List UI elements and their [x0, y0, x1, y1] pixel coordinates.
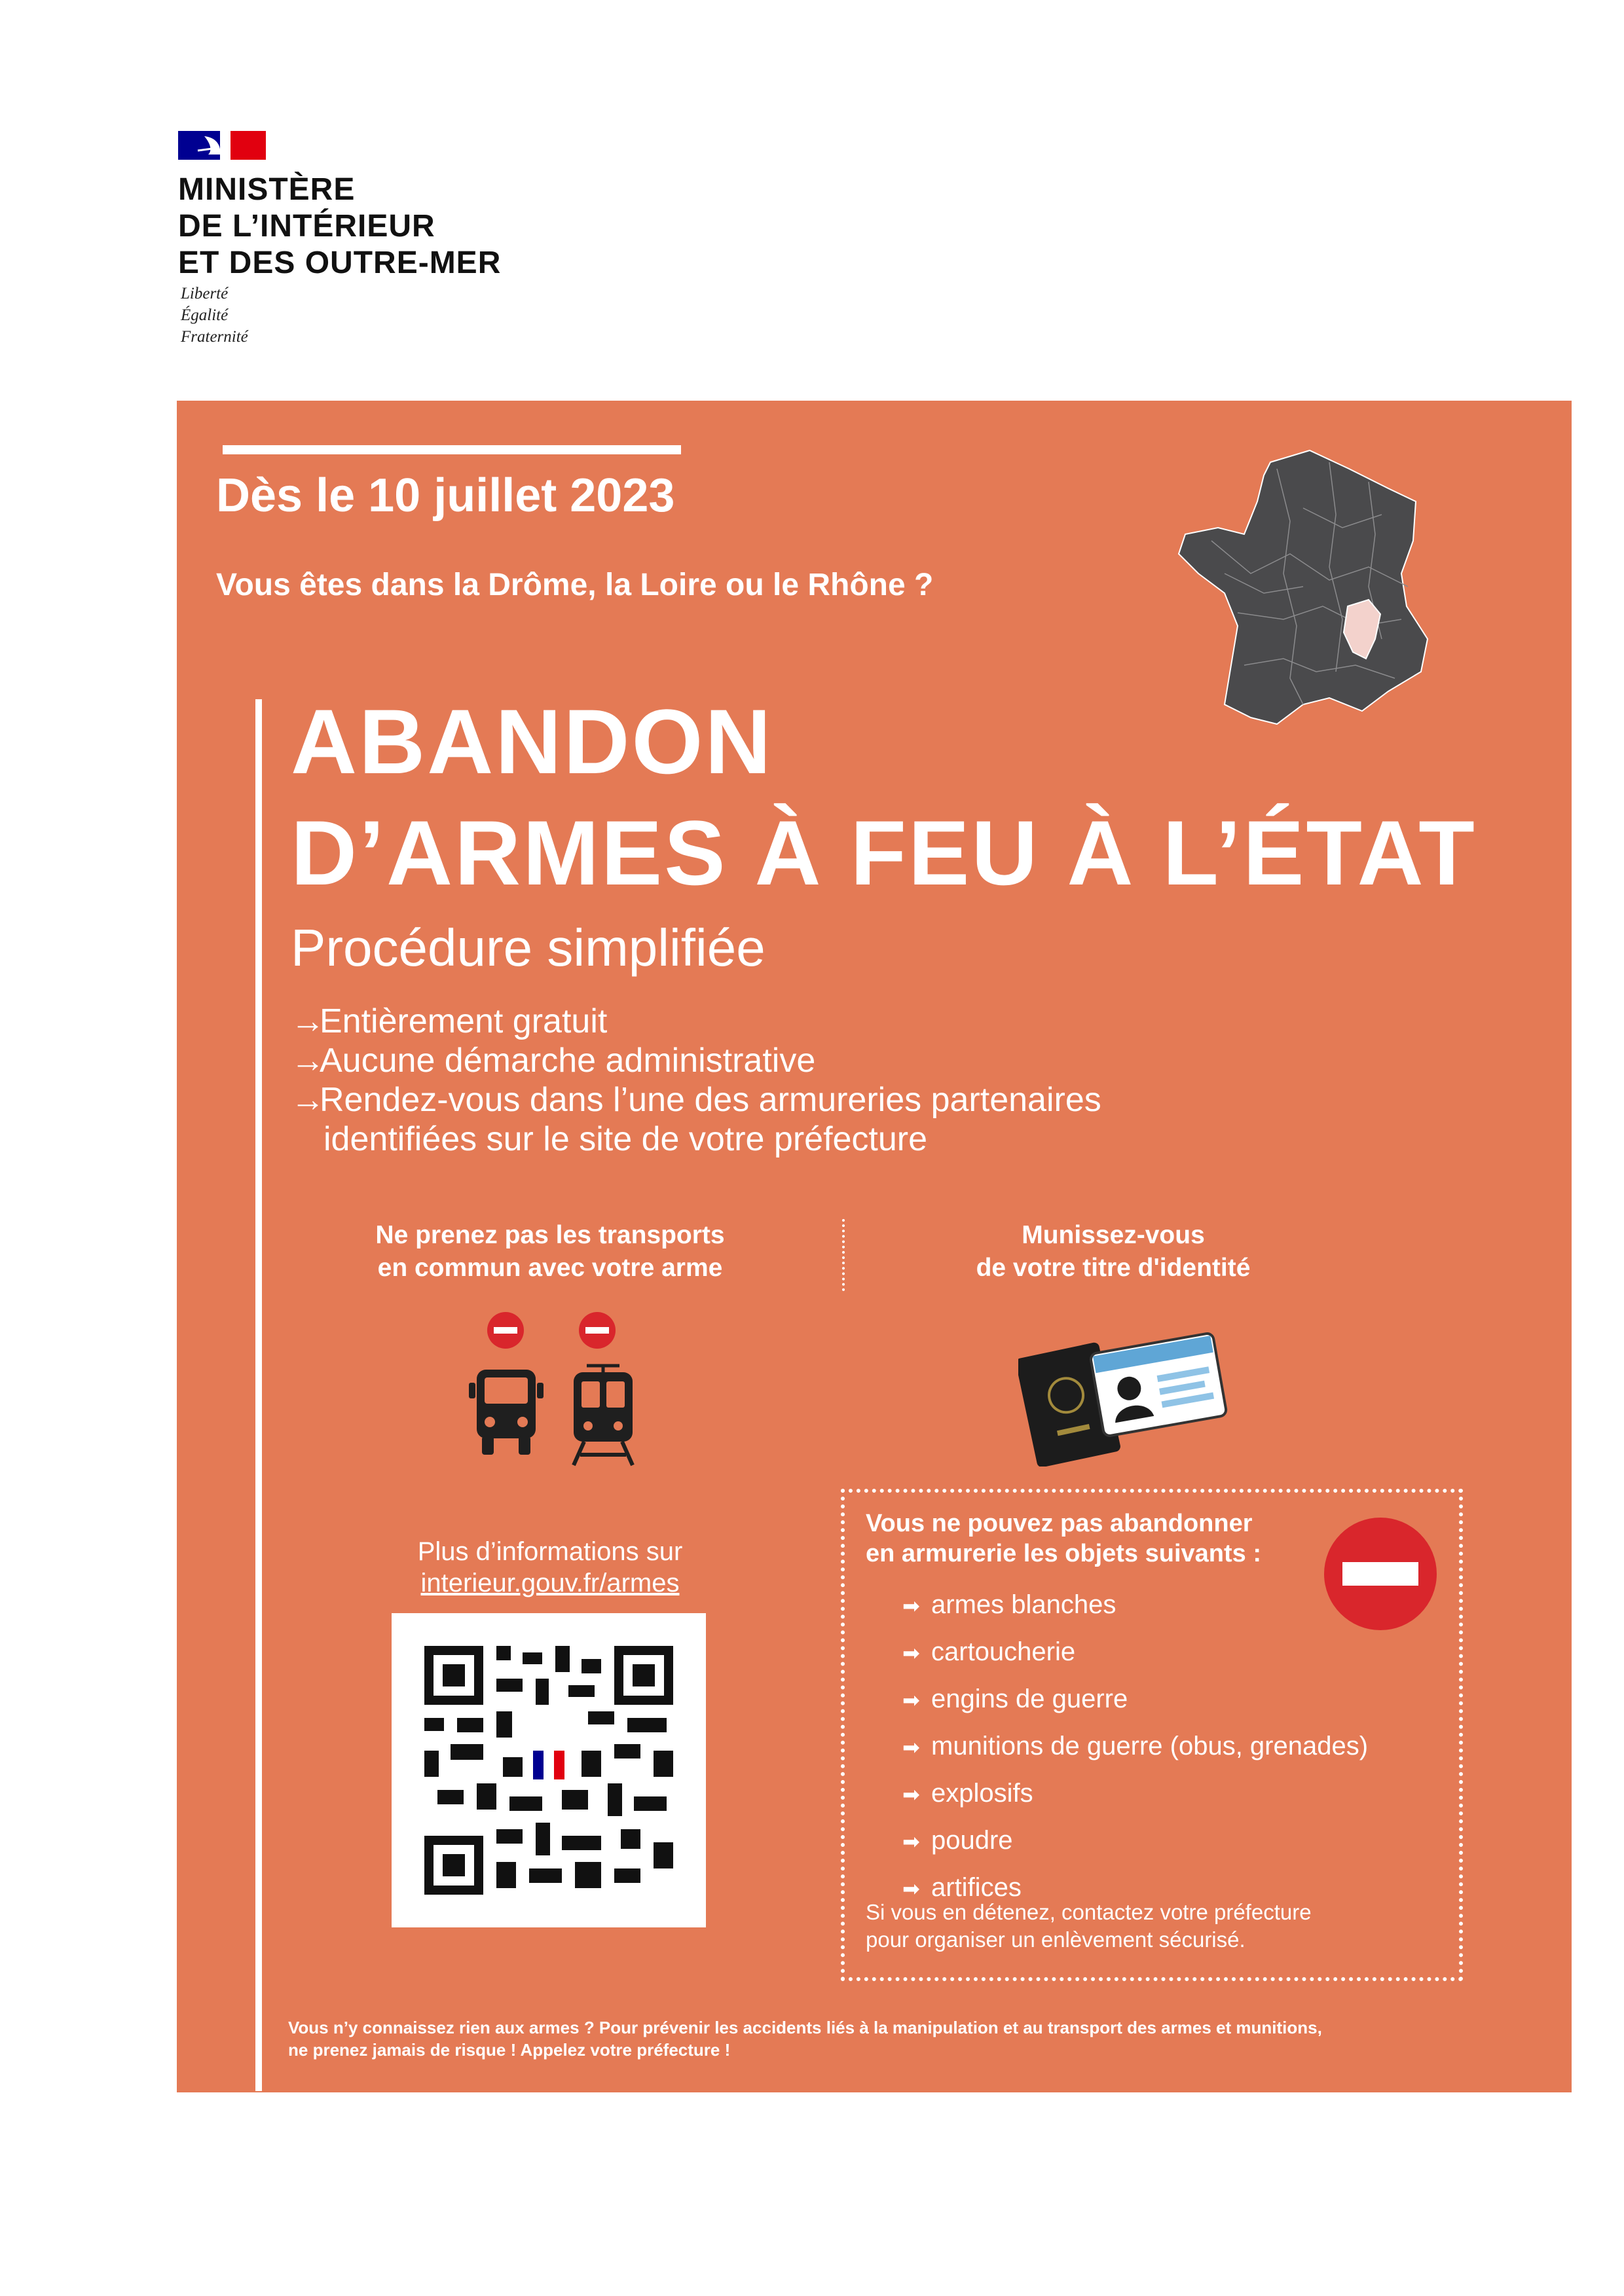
region-question: Vous êtes dans la Drôme, la Loire ou le Rhône ? [216, 568, 934, 602]
no-entry-icon [486, 1311, 525, 1350]
no-entry-icon [578, 1311, 617, 1350]
list-item: ➡ munitions de guerre (obus, grenades) [902, 1723, 1368, 1770]
top-divider [223, 445, 681, 454]
id-required-heading: Munissez-vous de votre titre d'identité [976, 1221, 1251, 1282]
list-item: ➡ poudre [902, 1817, 1368, 1865]
qr-code-icon[interactable] [424, 1646, 673, 1895]
motto-liberte: Liberté [181, 285, 229, 302]
list-item: ➡ cartoucherie [902, 1629, 1368, 1676]
list-item: →Entièrement gratuit [291, 1002, 608, 1040]
benefits-list [291, 1002, 1101, 1159]
arrow-right-icon: → [291, 1002, 325, 1040]
arrow-icon: ➡ [902, 1783, 920, 1806]
safety-footer: Vous n’y connaissez rien aux armes ? Pour prévenir les accidents liés à la manipulation et au transport des armes et munitions, ne prenez jamais de risque ! Appelez votre préfecture ! [288, 2018, 1322, 2060]
subtitle: Procédure simplifiée [291, 919, 766, 977]
main-title-line-2: D’ARMES À FEU À L’ÉTAT [291, 801, 1477, 904]
forbidden-items-list [902, 1582, 1368, 1912]
arrow-right-icon: → [291, 1081, 325, 1119]
forbidden-items-heading: Vous ne pouvez pas abandonner en armurerie les objets suivants : [866, 1510, 1262, 1567]
transport-warning-heading: Ne prenez pas les transports en commun avec votre arme [375, 1221, 725, 1282]
start-date: Dès le 10 juillet 2023 [216, 469, 675, 522]
arrow-icon: ➡ [902, 1641, 920, 1665]
vertical-accent-bar [255, 699, 262, 2091]
tram-icon [561, 1363, 646, 1468]
list-item: ➡ armes blanches [902, 1582, 1368, 1629]
ministry-line-3: ET DES OUTRE-MER [178, 246, 502, 280]
list-item: →Rendez-vous dans l’une des armureries partenaires [291, 1081, 1101, 1119]
republique-francaise-logo-icon [178, 131, 266, 160]
ministry-line-2: DE L’INTÉRIEUR [178, 209, 435, 244]
arrow-icon: ➡ [902, 1594, 920, 1618]
motto-egalite: Égalité [181, 306, 229, 324]
list-item: ➡ engins de guerre [902, 1676, 1368, 1723]
arrow-icon: ➡ [902, 1688, 920, 1712]
list-item: ➡ artifices [902, 1865, 1368, 1912]
motto-fraternite: Fraternité [181, 328, 248, 346]
passport-and-id-card-icon [1018, 1322, 1234, 1467]
republic-motto [181, 283, 248, 348]
more-info: Plus d’informations sur interieur.gouv.fr/armes [354, 1536, 747, 1599]
france-map-icon [1172, 443, 1460, 737]
prefecture-note: Si vous en détenez, contactez votre préfecture pour organiser un enlèvement sécurisé. [866, 1900, 1312, 1952]
column-separator [842, 1219, 845, 1291]
main-title-line-1: ABANDON [291, 690, 773, 793]
list-item: ➡ explosifs [902, 1770, 1368, 1817]
arrow-icon: ➡ [902, 1830, 920, 1853]
arrow-right-icon: → [291, 1042, 325, 1080]
bus-icon [464, 1363, 549, 1461]
website-link[interactable]: interieur.gouv.fr/armes [420, 1569, 680, 1597]
ministry-name [178, 172, 637, 282]
arrow-icon: ➡ [902, 1736, 920, 1759]
list-item-continuation: identifiées sur le site de votre préfecture [323, 1120, 928, 1158]
arrow-icon: ➡ [902, 1877, 920, 1901]
ministry-line-1: MINISTÈRE [178, 172, 356, 207]
list-item: →Aucune démarche administrative [291, 1042, 816, 1080]
